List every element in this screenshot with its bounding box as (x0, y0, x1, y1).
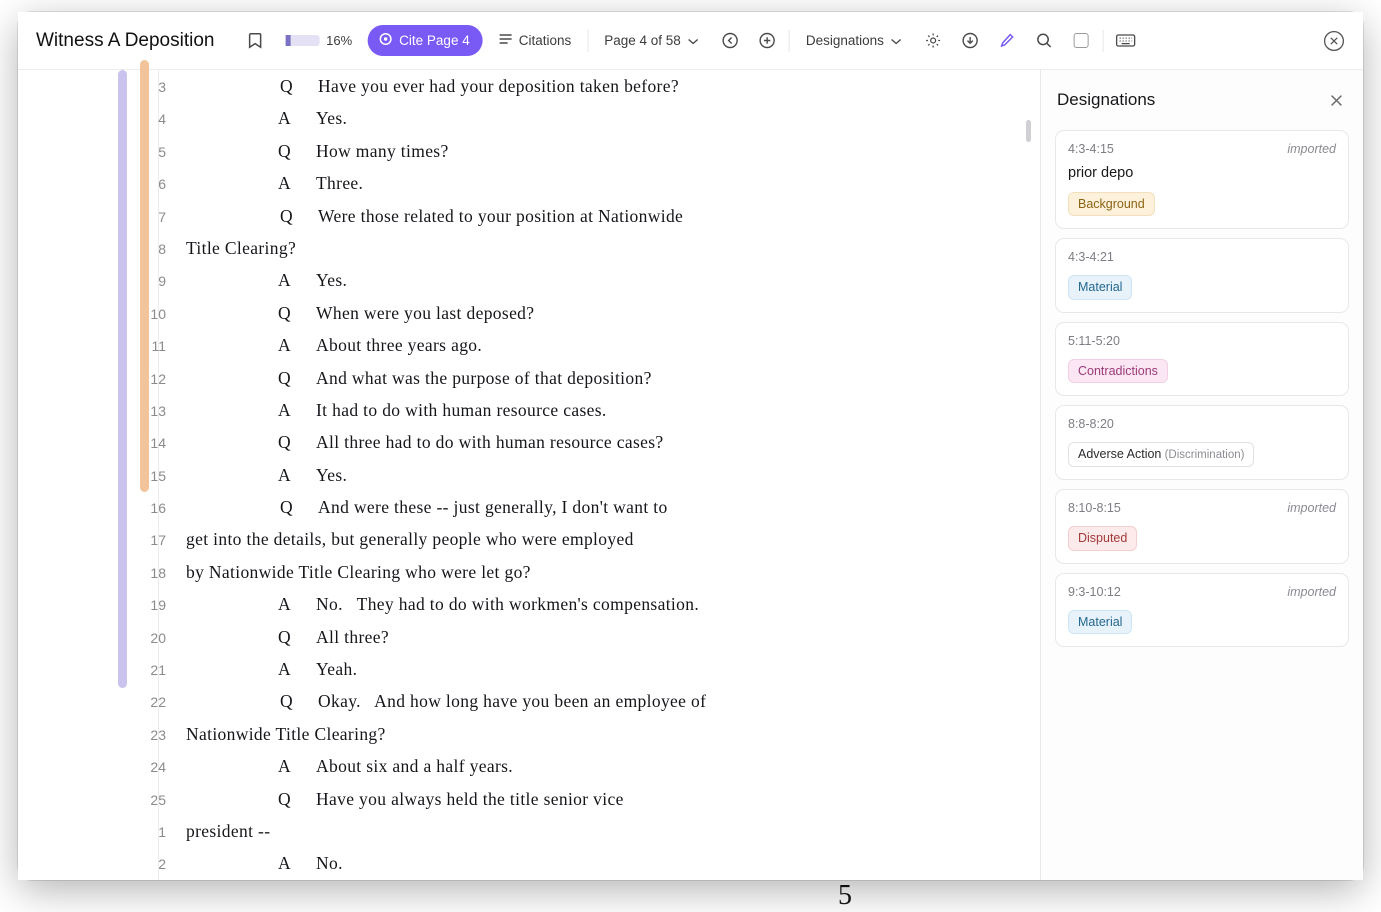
transcript-line-number: 6 (158, 176, 166, 193)
page-selector[interactable] (595, 26, 708, 56)
transcript-speaker: A (278, 270, 291, 291)
transcript-line-text (186, 141, 449, 162)
designations-panel (1040, 70, 1363, 880)
designation-card[interactable] (1055, 489, 1349, 563)
transcript-line[interactable] (18, 562, 1040, 594)
transcript-line[interactable] (18, 691, 1040, 723)
transcript-line-number: 4 (158, 111, 166, 128)
designation-card[interactable] (1055, 573, 1349, 647)
transcript-line-number: 16 (150, 500, 166, 517)
designation-card-header (1068, 250, 1336, 264)
transcript-line-number: 9 (158, 273, 166, 290)
transcript-line-number: 25 (150, 791, 166, 808)
transcript-line[interactable] (18, 659, 1040, 691)
transcript-line[interactable] (18, 303, 1040, 335)
transcript-line-text (186, 206, 683, 227)
transcript-line[interactable] (18, 368, 1040, 400)
transcript-line[interactable] (18, 108, 1040, 140)
transcript-line-number: 8 (158, 240, 166, 257)
transcript-line-text (186, 465, 347, 486)
transcript-line[interactable] (18, 789, 1040, 821)
transcript-speaker: A (278, 853, 291, 874)
transcript-line[interactable] (18, 853, 1040, 885)
toolbar-divider-2 (789, 30, 790, 52)
designation-tag-label: Material (1078, 280, 1123, 295)
transcript-text-body: Three. (316, 173, 364, 194)
page-title: Witness A Deposition (36, 29, 215, 51)
transcript-text-body: Yeah. (316, 659, 358, 680)
transcript-line-text (186, 368, 652, 389)
transcript-line-text (186, 270, 347, 291)
transcript-text-body: All three? (316, 626, 389, 647)
designation-range: 8:8-8:20 (1068, 417, 1114, 432)
transcript-line-text (186, 821, 270, 842)
transcript-line[interactable] (18, 400, 1040, 432)
cite-page-label: Cite Page 4 (399, 33, 470, 48)
designation-tag-label: Disputed (1078, 531, 1128, 546)
transcript-line-text (186, 238, 296, 259)
transcript-speaker: Q (280, 497, 293, 518)
transcript-speaker: A (278, 756, 291, 777)
designations-selector[interactable] (797, 26, 911, 56)
transcript-line-number: 15 (150, 467, 166, 484)
transcript-line[interactable] (18, 76, 1040, 108)
designation-card-header (1068, 501, 1336, 515)
transcript-line-text (186, 303, 534, 324)
transcript-speaker: Q (280, 691, 293, 712)
transcript-line-text (186, 659, 357, 680)
transcript-line-number: 20 (150, 629, 166, 646)
designation-tag[interactable] (1068, 526, 1137, 550)
designation-card[interactable] (1055, 130, 1349, 229)
transcript-text-body: And what was the purpose of that deposition? (316, 367, 652, 388)
transcript-line-number: 17 (150, 532, 166, 549)
transcript-line-text (186, 432, 664, 453)
transcript-speaker: Q (278, 626, 291, 647)
transcript-speaker: Q (280, 76, 293, 96)
transcript-line-number: 19 (150, 597, 166, 614)
designation-tag[interactable] (1068, 275, 1132, 299)
transcript-text-body: About six and a half years. (316, 756, 514, 777)
transcript-text-body: Nationwide Title Clearing? (186, 723, 386, 744)
transcript-line[interactable] (18, 206, 1040, 238)
designations-panel-title: Designations (1057, 90, 1156, 109)
progress-track (285, 35, 319, 46)
citations-label: Citations (518, 33, 572, 48)
cite-target-icon (378, 32, 392, 49)
cite-page-button[interactable] (367, 25, 483, 56)
transcript-speaker: A (278, 335, 291, 356)
pen-icon[interactable] (992, 26, 1022, 56)
designation-tag-label: Contradictions (1078, 363, 1158, 378)
toolbar-divider (587, 30, 588, 52)
transcript-text-body: Yes. (316, 108, 348, 129)
designation-imported-badge: imported (1287, 142, 1336, 156)
app-window (18, 12, 1363, 911)
transcript-speaker: A (278, 399, 291, 420)
transcript-line-text (186, 724, 386, 745)
chevron-down-icon (688, 33, 699, 48)
transcript-line-number: 3 (158, 79, 166, 95)
checkbox-icon[interactable] (1066, 26, 1096, 56)
transcript-speaker: A (278, 594, 291, 615)
designations-panel-header (1041, 70, 1363, 130)
transcript-viewer[interactable] (18, 70, 1040, 911)
transcript-line-text (186, 400, 607, 421)
transcript-line-text (186, 756, 513, 777)
keyboard-icon[interactable] (1111, 26, 1141, 56)
designation-range: 9:3-10:12 (1068, 584, 1121, 599)
progress-label: 16% (326, 33, 353, 48)
transcript-speaker: A (278, 173, 291, 194)
designation-range: 5:11-5:20 (1068, 333, 1120, 348)
designation-note: prior depo (1068, 165, 1134, 181)
transcript-line-number: 2 (158, 856, 166, 873)
progress-fill (285, 35, 290, 46)
designation-tag-label: Background (1078, 197, 1145, 211)
transcript-line[interactable] (18, 627, 1040, 659)
transcript-line[interactable] (18, 594, 1040, 626)
designations-list[interactable] (1041, 130, 1363, 880)
designations-selector-label: Designations (805, 33, 884, 48)
transcript-line[interactable] (18, 432, 1040, 464)
designation-card-header (1068, 585, 1336, 599)
transcript-line-number: 23 (150, 726, 166, 743)
transcript-text-body: president -- (186, 820, 271, 841)
transcript-line-text (186, 335, 482, 356)
bookmark-icon[interactable] (240, 26, 270, 56)
transcript-line-text (186, 691, 706, 712)
transcript-lines (18, 70, 1040, 880)
close-icon[interactable] (1319, 26, 1349, 56)
transcript-speaker: A (278, 464, 291, 485)
designation-tag[interactable] (1068, 192, 1155, 216)
designation-range: 4:3-4:21 (1068, 250, 1114, 265)
transcript-text-body: When were you last deposed? (316, 302, 535, 323)
transcript-line-text (186, 853, 343, 874)
transcript-line-number: 10 (150, 305, 166, 322)
transcript-text-body: How many times? (316, 140, 449, 161)
toolbar-divider-3 (1103, 30, 1104, 52)
transcript-text-body: It had to do with human resource cases. (316, 399, 607, 420)
transcript-line-number: 14 (150, 435, 166, 452)
transcript-speaker: Q (278, 788, 291, 809)
transcript-line-text (186, 497, 668, 518)
transcript-line-number: 22 (150, 694, 166, 711)
designation-card[interactable] (1055, 322, 1349, 396)
transcript-line[interactable] (18, 529, 1040, 561)
scrollbar-thumb[interactable] (1026, 120, 1031, 142)
transcript-text-body: And were these -- just generally, I don't want to (318, 497, 668, 518)
designation-card[interactable] (1055, 405, 1349, 480)
transcript-line[interactable] (18, 270, 1040, 302)
transcript-line-number: 11 (151, 338, 166, 355)
transcript-text-body: Yes. (316, 464, 348, 485)
designation-imported-badge: imported (1287, 501, 1336, 516)
citations-button[interactable] (490, 26, 581, 56)
search-icon[interactable] (1029, 26, 1059, 56)
toolbar (240, 25, 1141, 56)
transcript-text-body: by Nationwide Title Clearing who were let go? (186, 561, 531, 582)
transcript-speaker: A (278, 108, 291, 129)
transcript-text-body: Have you always held the title senior vice (316, 788, 624, 809)
designation-card-header (1068, 142, 1336, 156)
transcript-speaker: A (278, 659, 291, 680)
page-number-stamp: 5 (838, 880, 852, 911)
title-bar (18, 12, 1363, 70)
designation-imported-badge: imported (1287, 584, 1336, 599)
chevron-down-icon (891, 33, 902, 48)
transcript-line[interactable] (18, 497, 1040, 529)
transcript-line[interactable] (18, 821, 1040, 853)
designation-card[interactable] (1055, 238, 1349, 312)
designation-tag-label: Adverse Action (1078, 447, 1162, 462)
transcript-line-number: 13 (150, 402, 166, 419)
transcript-speaker: Q (278, 140, 291, 161)
transcript-line-number: 5 (158, 143, 166, 160)
transcript-line-text (186, 108, 347, 129)
transcript-text-body: Title Clearing? (186, 237, 297, 258)
transcript-text-body: Okay. And how long have you been an employee of (318, 691, 707, 712)
transcript-speaker: Q (280, 205, 293, 226)
transcript-line-text (186, 76, 679, 97)
transcript-text-body: About three years ago. (316, 335, 483, 356)
transcript-line[interactable] (18, 756, 1040, 788)
transcript-line[interactable] (18, 238, 1040, 270)
list-icon (499, 33, 513, 48)
transcript-text-body: No. They had to do with workmen's compensation. (316, 594, 700, 615)
transcript-line[interactable] (18, 335, 1040, 367)
transcript-text-body: All three had to do with human resource cases? (316, 432, 664, 453)
transcript-line-text (186, 173, 363, 194)
designation-card-header (1068, 417, 1336, 431)
close-icon[interactable] (1323, 87, 1349, 113)
transcript-line-text (186, 594, 699, 615)
add-page-icon[interactable] (752, 26, 782, 56)
transcript-speaker: Q (278, 302, 291, 323)
transcript-speaker: Q (278, 432, 291, 453)
previous-page-icon[interactable] (715, 26, 745, 56)
transcript-line-number: 18 (150, 564, 166, 581)
designation-tag-sublabel: (Discrimination) (1161, 449, 1245, 462)
main-body (18, 70, 1363, 911)
transcript-line-number: 24 (150, 759, 166, 776)
designation-tag[interactable] (1068, 442, 1254, 467)
transcript-line-number: 1 (158, 823, 166, 840)
transcript-speaker: Q (278, 367, 291, 388)
transcript-line-text (186, 562, 531, 583)
transcript-line-text (186, 789, 624, 810)
transcript-line-number: 12 (150, 370, 166, 387)
transcript-text-body: get into the details, but generally people who were employed (186, 529, 634, 550)
transcript-line[interactable] (18, 141, 1040, 173)
download-icon[interactable] (955, 26, 985, 56)
page-selector-label: Page 4 of 58 (604, 33, 681, 48)
gear-icon[interactable] (918, 26, 948, 56)
designation-tag[interactable] (1068, 610, 1132, 634)
transcript-line[interactable] (18, 724, 1040, 756)
transcript-text-body: Were those related to your position at Nationwide (318, 205, 684, 226)
transcript-line-number: 7 (158, 208, 166, 225)
transcript-line[interactable] (18, 173, 1040, 205)
transcript-text-body: Have you ever had your deposition taken before? (318, 76, 679, 96)
designation-card-header (1068, 334, 1336, 348)
designation-tag[interactable] (1068, 359, 1168, 383)
transcript-text-body: No. (316, 853, 343, 874)
designation-tag-label: Material (1078, 614, 1123, 629)
reading-progress[interactable] (277, 26, 360, 56)
designation-range: 4:3-4:15 (1068, 142, 1114, 156)
transcript-line-text (186, 627, 389, 648)
transcript-line-number: 21 (150, 662, 166, 679)
designation-range: 8:10-8:15 (1068, 501, 1121, 516)
transcript-text-body: Yes. (316, 270, 348, 291)
transcript-line[interactable] (18, 465, 1040, 497)
transcript-line-text (186, 529, 634, 550)
